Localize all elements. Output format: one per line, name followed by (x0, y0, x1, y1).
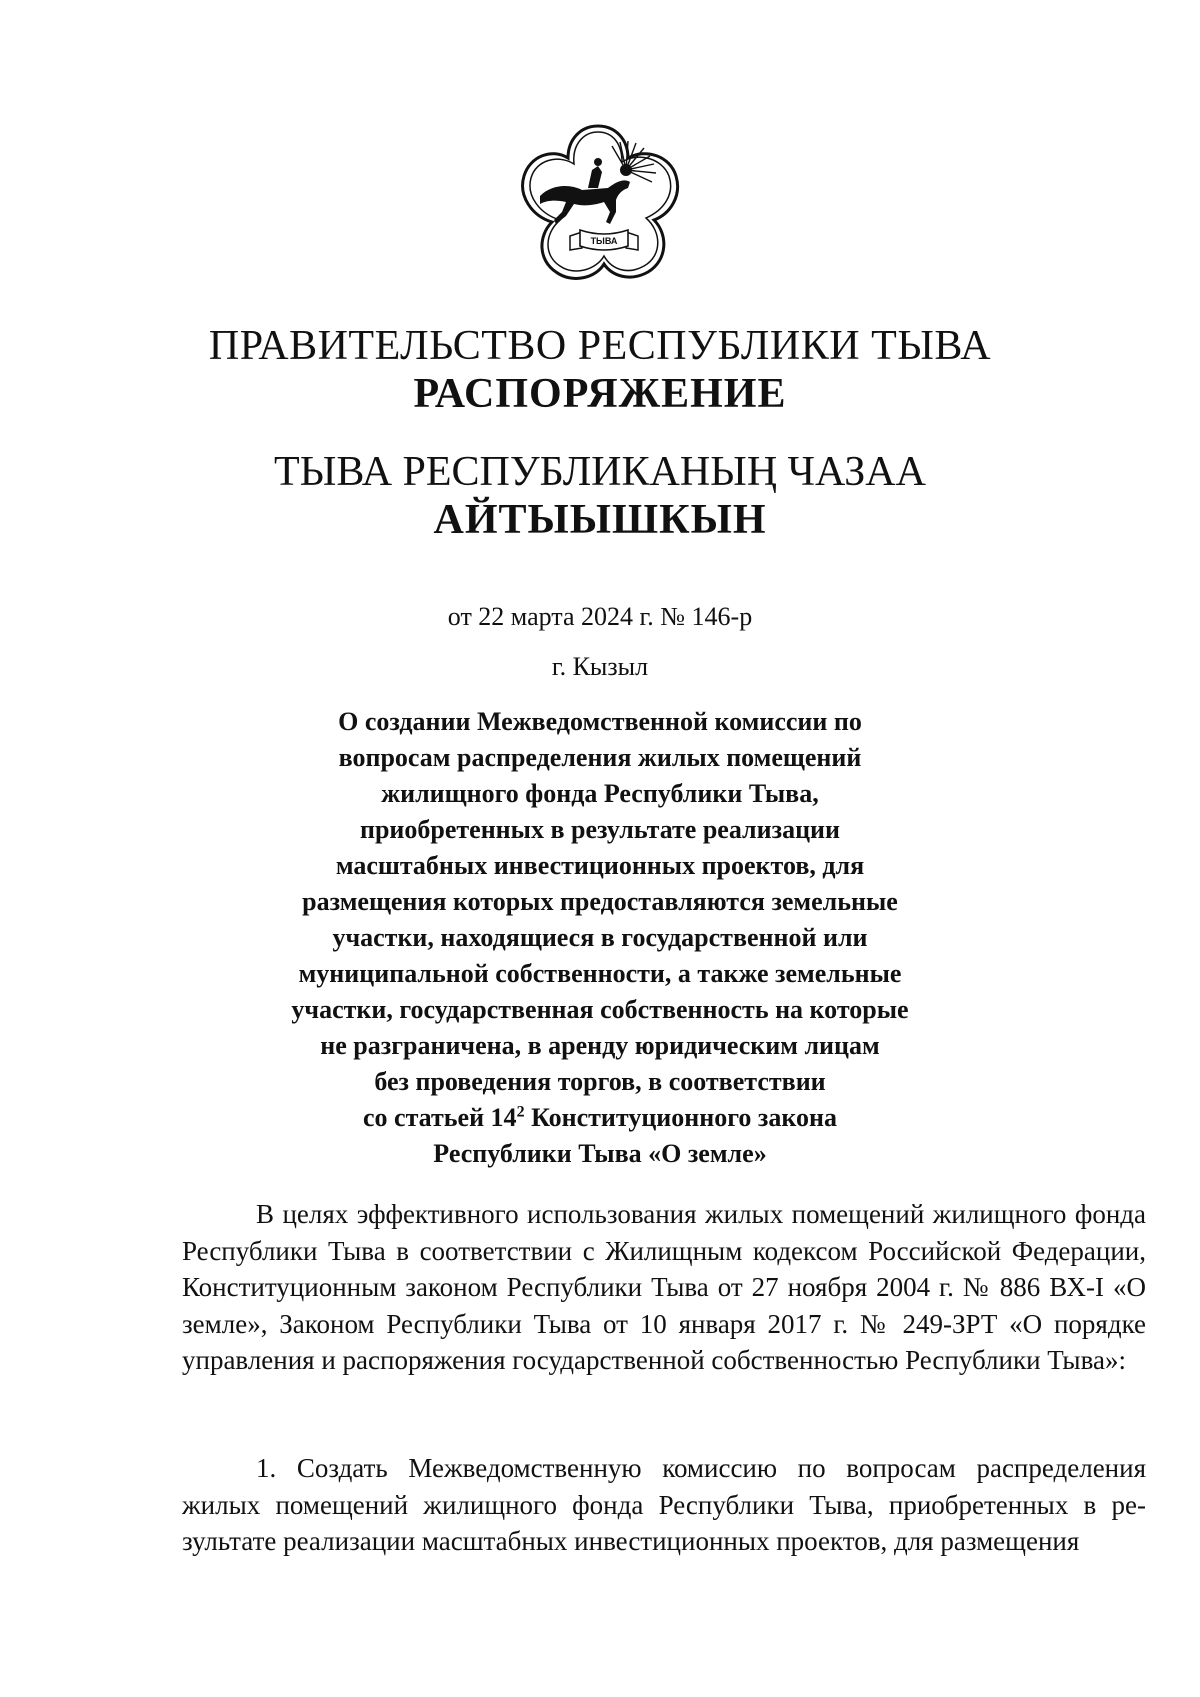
title-line: участки, находящиеся в государственной или (332, 923, 868, 952)
title-line: масштабных инвестиционных проектов, для (335, 851, 865, 880)
title-line: О создании Межведомственной комиссии по (338, 707, 862, 736)
title-line: без проведения торгов, в соответствии (374, 1067, 826, 1096)
coat-of-arms-emblem (512, 118, 684, 286)
government-name-ru: ПРАВИТЕЛЬСТВО РЕСПУБЛИКИ ТЫВА (208, 323, 992, 369)
document-city: г. Кызыл (551, 652, 649, 681)
body-paragraph-preamble: В целях эффективного использования жилых помещений жилищного фонда Республики Тыва в соответствии с Жилищным кодексом Российской Федерации, Конституционным законом Республики Тыва от 27 ноября 2004 г. № 886 ВХ-I «О земле», Законом Республики Тыва от 10 января 2017 г. № 249-ЗРТ «О порядке управления и распоряжения государственной собственностью Республики Тыва»: (182, 1199, 1146, 1375)
title-line: муниципальной собственности, а также земельные (298, 959, 902, 988)
government-name-tyv: ТЫВА РЕСПУБЛИКАНЫҢ ЧАЗАА (274, 449, 926, 495)
article-suffix: Конституционного закона (524, 1103, 837, 1132)
title-line: Республики Тыва «О земле» (433, 1139, 767, 1168)
title-line: размещения которых предоставляются земельные (302, 887, 898, 916)
title-line: вопросам распределения жилых помещений (338, 743, 862, 772)
article-prefix: со статьей 14 (363, 1103, 517, 1132)
document-date-number: от 22 марта 2024 г. № 146-р (447, 602, 753, 631)
title-line-article (240, 1100, 960, 1136)
document-title (240, 704, 960, 1172)
ribbon-banner (570, 230, 638, 250)
document-type-ru: РАСПОРЯЖЕНИЕ (413, 371, 787, 417)
title-line: жилищного фонда Республики Тыва, (381, 779, 819, 808)
sun-rays-icon (612, 141, 656, 182)
title-line: приобретенных в результате реализации (359, 815, 841, 844)
document-type-tyv: АЙТЫЫШКЫН (433, 497, 767, 543)
title-line: не разграничена, в аренду юридическим лицам (320, 1031, 880, 1060)
article-superscript: 2 (516, 1103, 525, 1121)
body-paragraph-item-1: 1. Создать Межведомственную комиссию по вопросам распределения жилых помещений жилищного фонда Республики Тыва, приобретенных в результате реализации масштабных инвестиционных проектов, для размещения (182, 1453, 1146, 1556)
title-line: участки, государственная собственность на которые (291, 995, 909, 1024)
horse-rider-icon (540, 158, 630, 224)
svg-text:ТЫВА: ТЫВА (590, 236, 618, 246)
